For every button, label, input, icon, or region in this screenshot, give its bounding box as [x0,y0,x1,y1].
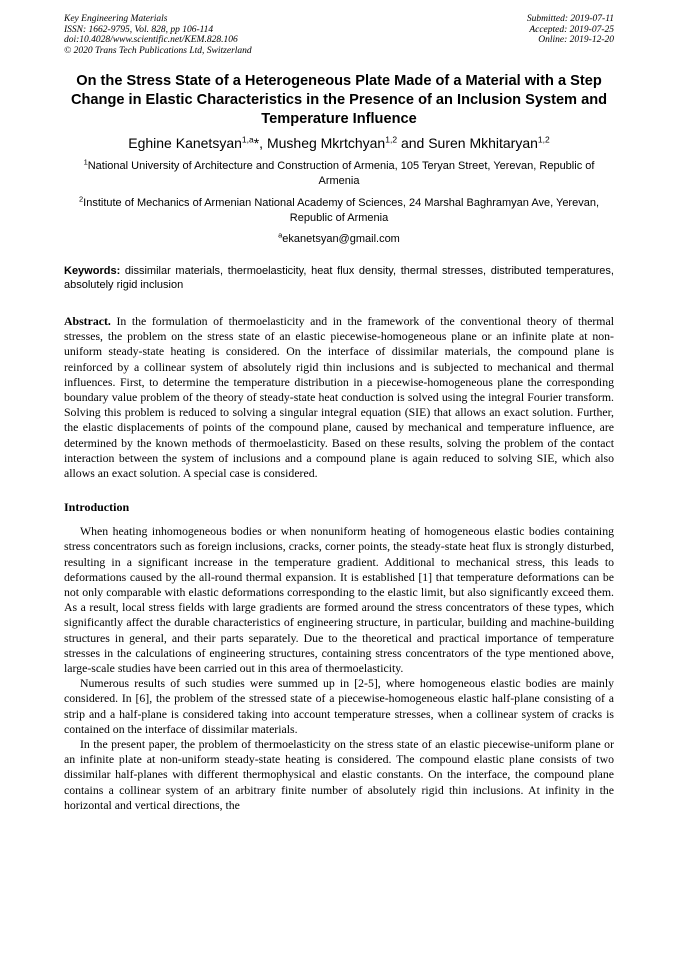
journal-name: Key Engineering Materials [64,14,168,24]
section-heading: Introduction [64,500,130,515]
abstract-block [64,314,614,481]
keywords-label: Keywords: [64,265,121,277]
submitted-date: Submitted: 2019-07-11 [526,14,614,24]
author-list [64,134,614,152]
issn: ISSN: 1662-9795, Vol. 828, pp 106-114 [64,24,214,35]
accepted-date: Accepted: 2019-07-25 [529,24,614,35]
author-name: Eghine Kanetsyan [128,135,242,151]
author-name: Suren Mkhitaryan [428,135,538,151]
body-paragraph: In the present paper, the problem of thermoelasticity on the stress state of an elastic piecewise-uniform plane or an infinite plate at non-uniform steady-state heating is considered. The compound elastic plane consists of two dissimilar half-planes with different thermophysical and elastic constants. On the interface, the compound plane contains a collinear system of an arbitrary finite number of absolutely rigid thin inclusions. At infinity in the horizontal and vertical directions, the [64,737,614,812]
email-address[interactable]: ekanetsyan@gmail.com [282,233,400,245]
copyright: © 2020 Trans Tech Publications Ltd, Switzerland [64,45,252,56]
publication-dates [527,14,614,56]
affiliation-mark: 2 [78,194,84,204]
keywords-text: dissimilar materials, thermoelasticity, heat flux density, thermal stresses, distributed temperatures, absolutely rigid inclusion [64,265,614,291]
paper-page [64,14,614,813]
running-header [64,14,614,56]
author-name: Musheg Mkrtchyan [266,135,386,151]
body-paragraph: Numerous results of such studies were summed up in [2-5], where homogeneous elastic bodies are mainly considered. In [6], the problem of the stressed state of a piecewise-homogeneous elastic half-plane consisting of a strip and a half-plane is considered taking into account temperature stresses, when a collinear system of cracks is contained on the interface of dissimilar materials. [64,676,614,736]
author-affiliation-mark: 1,2 [385,134,398,145]
affiliation-text: National University of Architecture and Construction of Armenia, 105 Teryan Street, Yerevan, Republic of Armenia [87,160,595,187]
email-mark: a [278,230,283,240]
contact-email [64,232,614,247]
keywords-block [64,264,614,292]
author-affiliation-mark: 1,a [241,134,254,145]
affiliation-text: Institute of Mechanics of Armenian National Academy of Sciences, 24 Marshal Baghramyan Ave, Yerevan, Republic of Armenia [83,197,600,224]
author-affiliation-mark: 1,2 [537,134,550,145]
abstract-label: Abstract. [64,314,111,328]
affiliation-2 [64,196,614,226]
affiliation-1 [64,159,614,189]
online-date: Online: 2019-12-20 [538,35,614,45]
author-conjunction: and [397,135,429,151]
doi: doi:10.4028/www.scientific.net/KEM.828.106 [64,35,238,45]
corresponding-mark: *, [253,135,267,151]
journal-info [64,14,252,56]
affiliation-mark: 1 [83,157,88,167]
abstract-text: In the formulation of thermoelasticity and in the framework of the conventional theory of thermal stresses, the problem on the stress state of an elastic piecewise-homogeneous plane or an infinite plate at non-uniform steady-state heating is considered. On the interface of dissimilar materials, the compound plane is reinforced by a collinear system of absolutely rigid thin inclusions and is subjected to mechanical and thermal influences. First, to determine the temperature distribution in a piecewise-homogeneous plane the corresponding boundary value problem of the theory of steady-state heat conduction is solved using the integral Fourier transform. Solving this problem is reduced to solving a singular integral equation (SIE) that allows an exact solution. Further, the elastic displacements of points of the compound plane, caused by mechanical and temperature influence, are determined by the known methods of thermoelasticity. Based on these results, solving the problem of the contact interaction between the system of inclusions and a compound plane is again reduced to solving SIE, which also allows an exact solution. A special case is considered. [64,314,614,481]
paper-title: On the Stress State of a Heterogeneous Plate Made of a Material with a Step Change in Elastic Characteristics in the Presence of an Inclusion System and Temperature Influence [70,73,608,127]
body-paragraph: When heating inhomogeneous bodies or when nonuniform heating of homogeneous elastic bodies containing stress concentrators such as foreign inclusions, cracks, corner points, the steady-state heat flux is strongly disturbed, resulting in a significant increase in the temperature gradient. Additional to mechanical stress, this leads to deformations caused by the all-round thermal expansion. It is established [1] that temperature deformations can be not only comparable with elastic deformations corresponding to the elastic limit, but also significantly exceed them. As a result, local stress fields with large gradients are formed around the stress concentrators of these types, which significantly affect the durable characteristics of engineering structure, in particular, building and machine-building structures in general, and their parts separately. Due to the theoretical and practical importance of temperature stresses in the calculations of engineering structures, containing stress concentrators of the type mentioned above, large-scale studies have been carried out in this area of thermoelasticity. [64,524,614,676]
